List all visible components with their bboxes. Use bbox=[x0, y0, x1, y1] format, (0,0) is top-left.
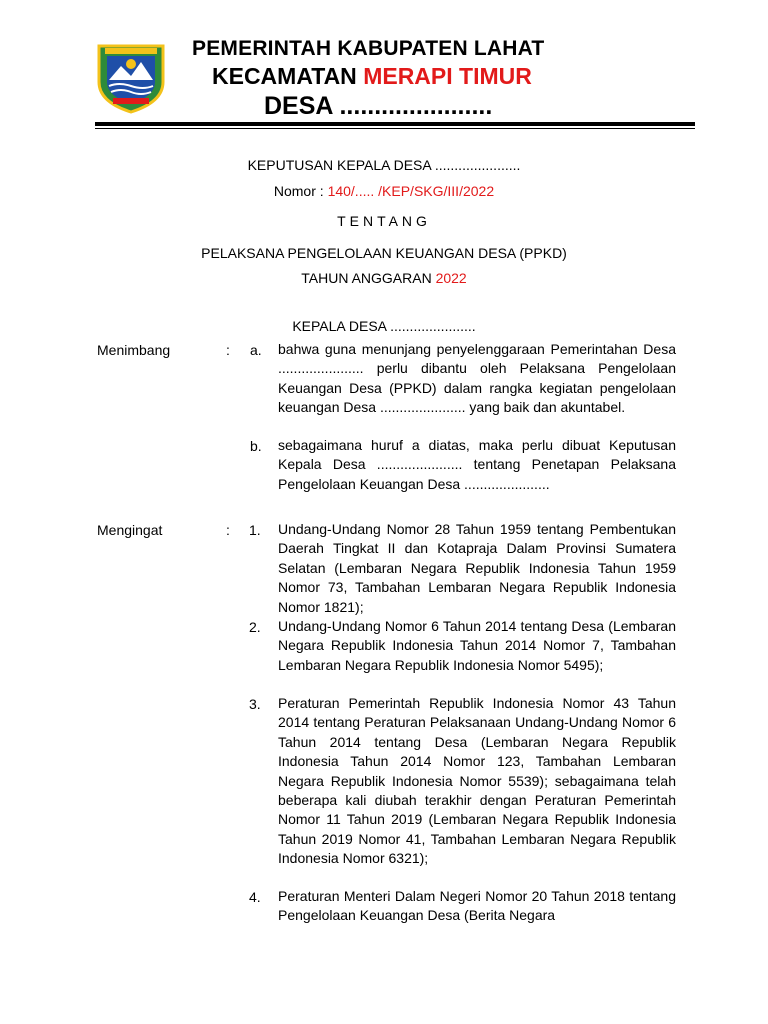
mengingat-item: Peraturan Pemerintah Republik Indonesia Nomor 43 Tahun 2014 tentang Peraturan Pelaksanaan Undang-Undang Nomor 6 Tahun 2014 tentang Desa (Lembaran Negara Republik Indonesia Tahun 2014 Nomor 123, Tambahan Lembaran Negara Republik Indonesia Nomor 5539); sebagaimana telah beberapa kali diubah terakhir dengan Peraturan Pemerintah Nomor 11 Tahun 2019 (Lembaran Negara Republik Indonesia Tahun 2019 Nomor 41, Tambahan Lembaran Negara Republik Indonesia Nomor 6321); bbox=[278, 695, 676, 867]
menimbang-item: sebagaimana huruf a diatas, maka perlu dibuat Keputusan Kepala Desa ...................... tentang Penetapan Pelaksana Pengelolaan Keuangan Desa ...................... bbox=[278, 437, 676, 492]
mengingat-marker: 3. bbox=[249, 696, 261, 712]
authority-heading: KEPALA DESA ...................... bbox=[292, 318, 476, 334]
menimbang-colon: : bbox=[226, 342, 230, 358]
mengingat-item: Undang-Undang Nomor 28 Tahun 1959 tentang Pembentukan Daerah Tingkat II dan Kotapraja Dalam Provinsi Sumatera Selatan (Lembaran Negara Republik Indonesia Tahun 1959 Nomor 73, Tambahan Lembaran Negara Republik Indonesia Nomor 1821); bbox=[278, 521, 676, 615]
mengingat-marker: 4. bbox=[249, 889, 261, 905]
letterhead-rule-thin bbox=[95, 128, 695, 129]
year-value: 2022 bbox=[435, 270, 467, 286]
mengingat-item: Undang-Undang Nomor 6 Tahun 2014 tentang Desa (Lembaran Negara Republik Indonesia Tahun 2014 Nomor 7, Tambahan Lembaran Negara Republik Indonesia Nomor 5495); bbox=[278, 618, 676, 673]
menimbang-marker: b. bbox=[250, 438, 262, 454]
letterhead bbox=[0, 0, 768, 130]
mengingat-label: Mengingat bbox=[97, 522, 163, 538]
tentang-heading: TENTANG bbox=[337, 213, 431, 229]
decision-number bbox=[0, 183, 768, 199]
menimbang-item: bahwa guna menunjang penyelenggaraan Pemerintahan Desa ...................... perlu dibantu oleh Pelaksana Pengelolaan Keuangan Desa (PPKD) dalam rangka kegiatan pengelolaan keuangan Desa ...................... yang baik dan akuntabel. bbox=[278, 341, 676, 416]
decision-title: KEPUTUSAN KEPALA DESA ...................... bbox=[247, 157, 521, 173]
menimbang-marker: a. bbox=[250, 342, 262, 358]
menimbang-label: Menimbang bbox=[97, 342, 171, 358]
mengingat-colon: : bbox=[226, 522, 230, 538]
district-name: MERAPI TIMUR bbox=[363, 63, 532, 89]
year-prefix: TAHUN ANGGARAN bbox=[301, 270, 436, 286]
mengingat-item: Peraturan Menteri Dalam Negeri Nomor 20 Tahun 2018 tentang Pengelolaan Keuangan Desa (Berita Negara bbox=[278, 888, 676, 924]
mengingat-marker: 2. bbox=[249, 619, 261, 635]
decision-subject: PELAKSANA PENGELOLAAN KEUANGAN DESA (PPKD) bbox=[201, 245, 567, 261]
decision-year bbox=[0, 270, 768, 286]
number-value: 140/..... /KEP/SKG/III/2022 bbox=[327, 183, 495, 199]
letterhead-village: DESA ...................... bbox=[264, 92, 493, 120]
kabupaten-lahat-emblem-icon bbox=[95, 42, 167, 114]
number-prefix: Nomor : bbox=[273, 183, 328, 199]
letterhead-rule-thick bbox=[95, 122, 695, 126]
letterhead-district bbox=[212, 63, 532, 90]
district-prefix: KECAMATAN bbox=[212, 63, 364, 89]
mengingat-marker: 1. bbox=[249, 522, 261, 538]
letterhead-government: PEMERINTAH KABUPATEN LAHAT bbox=[192, 37, 545, 60]
